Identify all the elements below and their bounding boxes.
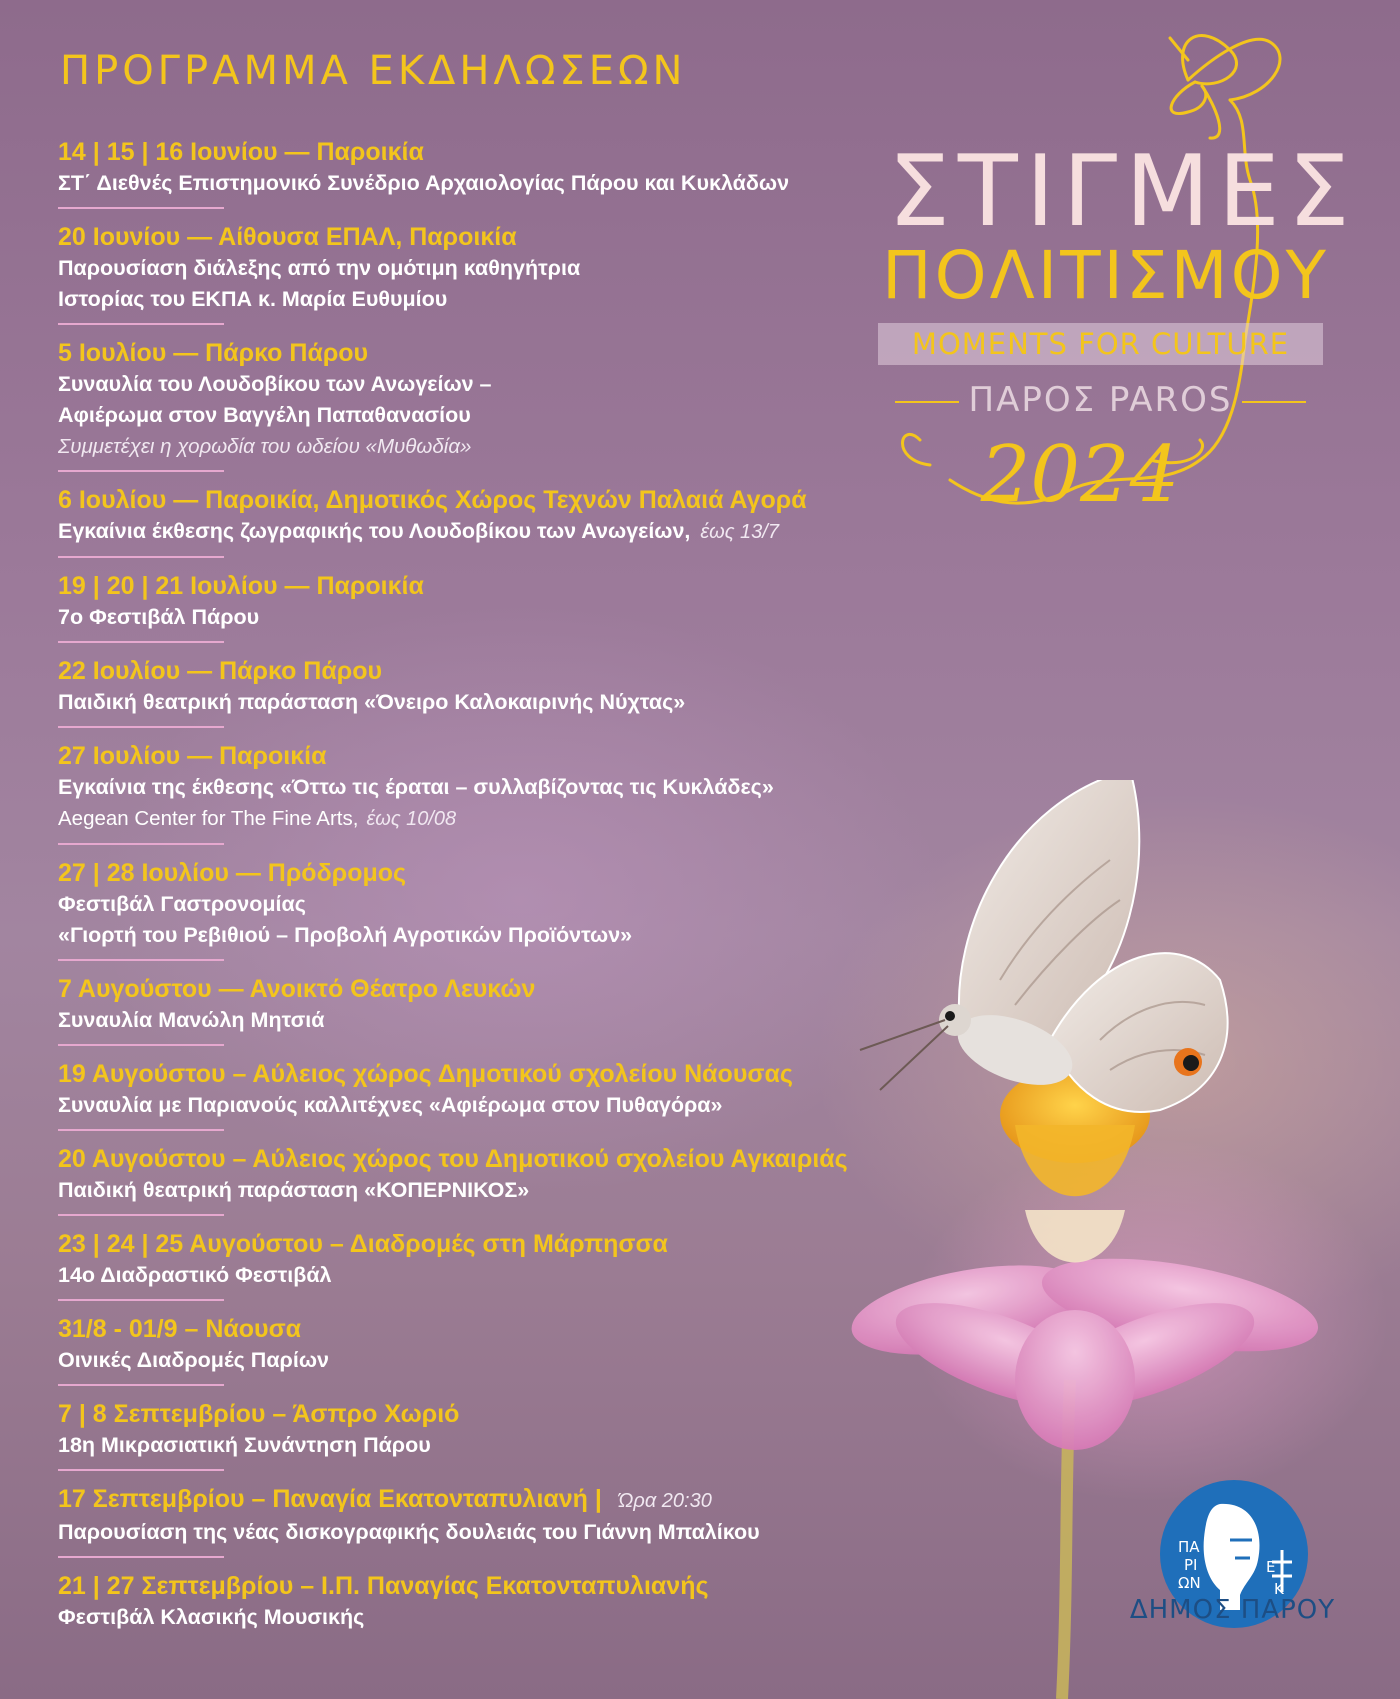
event-description-text: 14ο Διαδραστικό Φεστιβάλ — [58, 1263, 332, 1287]
event-date-venue-text: 27 Ιουλίου — Παροικία — [58, 742, 327, 770]
logo-english-subtitle: MOMENTS FOR CULTURE — [878, 323, 1323, 365]
event-divider — [58, 1214, 224, 1216]
event-description-text: Συναυλία του Λουδοβίκου των Ανωγείων – — [58, 372, 492, 396]
event-item — [58, 221, 988, 325]
event-description-text: Παιδική θεατρική παράσταση «ΚΟΠΕΡΝΙΚΟΣ» — [58, 1178, 530, 1202]
event-date-venue-text: 6 Ιουλίου — Παροικία, Δημοτικός Χώρος Τεχνών Παλαιά Αγορά — [58, 486, 807, 514]
event-date-venue-text: 17 Σεπτεμβρίου – Παναγία Εκατονταπυλιανή | — [58, 1485, 602, 1513]
event-date-venue-text: 14 | 15 | 16 Ιουνίου — Παροικία — [58, 138, 424, 166]
event-time-note: Ώρα 20:30 — [617, 1490, 712, 1512]
event-item — [58, 337, 988, 472]
event-divider — [58, 1299, 224, 1301]
butterfly-on-flower-photo — [800, 780, 1400, 1699]
emblem-letter-k: Κ — [1274, 1580, 1284, 1598]
festival-logo — [870, 20, 1370, 550]
event-description — [58, 369, 988, 400]
event-description-text: Παρουσίαση της νέας δισκογραφικής δουλειάς του Γιάννη Μπαλίκου — [58, 1520, 760, 1544]
event-date-venue-text: 19 | 20 | 21 Ιουλίου — Παροικία — [58, 572, 424, 600]
event-description-text: Εγκαίνια έκθεσης ζωγραφικής του Λουδοβίκου των Ανωγείων, — [58, 519, 691, 543]
event-description-text: Φεστιβάλ Γαστρονομίας — [58, 892, 306, 916]
event-date-venue — [58, 655, 988, 687]
event-date-venue-text: 7 Αυγούστου — Ανοικτό Θέατρο Λευκών — [58, 975, 536, 1003]
event-divider — [58, 207, 224, 209]
page-title: ΠΡΟΓΡΑΜΜΑ ΕΚΔΗΛΩΣΕΩΝ — [60, 48, 687, 94]
event-item — [58, 136, 988, 209]
event-description-text: Παιδική θεατρική παράσταση «Όνειρο Καλοκαιρινής Νύχτας» — [58, 690, 686, 714]
event-divider — [58, 1556, 224, 1558]
event-divider — [58, 1384, 224, 1386]
event-description-text: 7ο Φεστιβάλ Πάρου — [58, 605, 260, 629]
event-description — [58, 253, 988, 284]
event-until-note: έως 10/08 — [366, 808, 457, 830]
event-divider — [58, 1044, 224, 1046]
event-date-venue-text: 23 | 24 | 25 Αυγούστου – Διαδρομές στη Μάρπησσα — [58, 1230, 668, 1258]
event-description — [58, 168, 988, 199]
event-date-venue — [58, 337, 988, 369]
event-item — [58, 655, 988, 728]
event-date-venue — [58, 136, 988, 168]
event-date-venue-text: 20 Αυγούστου – Αύλειος χώρος του Δημοτικού σχολείου Αγκαιριάς — [58, 1145, 848, 1173]
emblem-letter-e: Ε — [1266, 1558, 1276, 1576]
event-item — [58, 570, 988, 643]
event-description — [58, 284, 988, 315]
event-venue: Aegean Center for The Fine Arts, — [58, 807, 359, 830]
event-date-venue-text: 7 | 8 Σεπτεμβρίου – Άσπρο Χωριό — [58, 1400, 460, 1428]
logo-title-line2: ΠΟΛΙΤΙΣΜΟΥ — [882, 237, 1329, 314]
logo-place-text: ΠΑΡΟΣ PAROS — [968, 380, 1233, 420]
event-divider — [58, 1469, 224, 1471]
event-description — [58, 602, 988, 633]
event-description-text: Εγκαίνια της έκθεσης «Όττω τις έραται – συλλαβίζοντας τις Κυκλάδες» — [58, 775, 774, 799]
event-divider — [58, 1129, 224, 1131]
event-date-venue — [58, 484, 988, 516]
event-description — [58, 516, 988, 548]
event-divider — [58, 843, 224, 845]
event-description-text: «Γιορτή του Ρεβιθιού – Προβολή Αγροτικών Προϊόντων» — [58, 923, 633, 947]
event-description-text: ΣΤ΄ Διεθνές Επιστημονικό Συνέδριο Αρχαιολογίας Πάρου και Κυκλάδων — [58, 171, 790, 195]
event-description-text: Παρουσίαση διάλεξης από την ομότιμη καθηγήτρια — [58, 256, 581, 280]
emblem-letters-1: ΠΑ — [1178, 1538, 1200, 1556]
event-description — [58, 400, 988, 431]
event-date-venue-text: 22 Ιουλίου — Πάρκο Πάρου — [58, 657, 383, 685]
event-date-venue-text: 19 Αυγούστου – Αύλειος χώρος Δημοτικού σχολείου Νάουσας — [58, 1060, 793, 1088]
event-description-text: Ιστορίας του ΕΚΠΑ κ. Μαρία Ευθυμίου — [58, 287, 448, 311]
event-divider — [58, 726, 224, 728]
event-date-venue-text: 31/8 - 01/9 – Νάουσα — [58, 1315, 302, 1343]
event-description-text: Φεστιβάλ Κλασικής Μουσικής — [58, 1605, 365, 1629]
event-date-venue-text: 20 Ιουνίου — Αίθουσα ΕΠΑΛ, Παροικία — [58, 223, 517, 251]
event-divider — [58, 556, 224, 558]
municipality-name: ΔΗΜΟΣ ΠΑΡΟΥ — [1129, 1595, 1336, 1625]
event-note: Συμμετέχει η χορωδία του ωδείου «Μυθωδία» — [58, 435, 472, 458]
event-date-venue — [58, 221, 988, 253]
event-until-note: έως 13/7 — [700, 521, 779, 543]
event-divider — [58, 959, 224, 961]
event-description-text: Αφιέρωμα στον Βαγγέλη Παπαθανασίου — [58, 403, 471, 427]
event-item — [58, 484, 988, 558]
event-date-venue-text: 21 | 27 Σεπτεμβρίου – Ι.Π. Παναγίας Εκατονταπυλιανής — [58, 1572, 709, 1600]
event-divider — [58, 641, 224, 643]
event-description — [58, 687, 988, 718]
event-description-text: Συναυλία με Παριανούς καλλιτέχνες «Αφιέρωμα στον Πυθαγόρα» — [58, 1093, 723, 1117]
event-description-text: 18η Μικρασιατική Συνάντηση Πάρου — [58, 1433, 431, 1457]
logo-year: 2024 — [980, 430, 1180, 520]
event-divider — [58, 470, 224, 472]
logo-title-line1: ΣΤΙΓΜΕΣ — [888, 135, 1358, 249]
event-date-venue-text: 5 Ιουλίου — Πάρκο Πάρου — [58, 339, 369, 367]
emblem-letters-2: ΡΙ — [1184, 1556, 1198, 1574]
event-date-venue-text: 27 | 28 Ιουλίου — Πρόδρομος — [58, 859, 407, 887]
event-description-text: Συναυλία Μανώλη Μητσιά — [58, 1008, 325, 1032]
event-divider — [58, 323, 224, 325]
logo-place — [878, 380, 1323, 420]
event-date-venue — [58, 570, 988, 602]
emblem-letters-3: ΩΝ — [1178, 1574, 1201, 1592]
event-date-venue — [58, 740, 988, 772]
event-description-text: Οινικές Διαδρομές Παρίων — [58, 1348, 329, 1372]
